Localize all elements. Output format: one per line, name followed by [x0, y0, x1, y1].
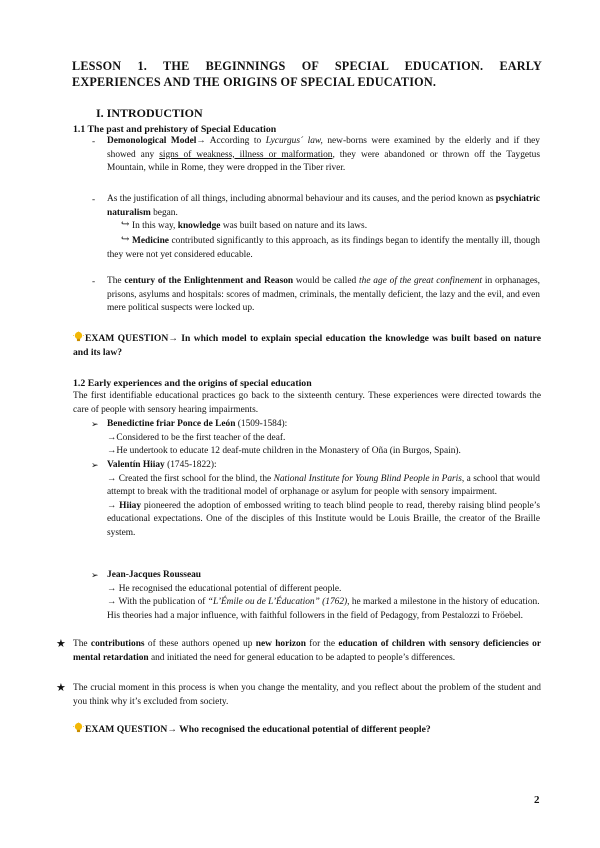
dash-bullet: - — [92, 195, 96, 205]
lesson-title — [72, 58, 542, 90]
paragraph-knowledge: In this way, knowledge was built based on nature and its laws. — [132, 221, 368, 231]
paragraph-enlightenment: The century of the Enlightenment and Reason would be called the age of the great confinement in orphanages, prisons, asylums and hospitals: scores of madmen, criminals, the mentally deficient, the lazy and the evil, and even mere political suspects were locked up. — [107, 276, 541, 314]
title-line-1: LESSON 1. THE BEGINNINGS OF SPECIAL EDUCATION. EARLY — [72, 59, 542, 73]
subsection-heading-1-2: 1.2 Early experiences and the origins of special education — [73, 378, 312, 389]
entry-rousseau: Jean-Jacques Rousseau → He recognised the educational potential of different people. → With the publication of “L’Émile ou de L’Éducation” (1762), he marked a milestone in the history of education. His theories had a major influence, with faithful followers in the field of Pedagogy, from Pestalozzi to Fröebel. — [107, 570, 540, 621]
subsection-heading-1-1: 1.1 The past and prehistory of Special Education — [73, 124, 277, 135]
hook-arrow-icon: ↪ — [121, 219, 130, 230]
title-line-2: EXPERIENCES AND THE ORIGINS OF SPECIAL EDUCATION. — [72, 75, 437, 89]
star-bullet: ★ — [56, 682, 66, 694]
entry-valentin-hauy: Valentín Hiiay (1745-1822): → Created the first school for the blind, the National Institute for Young Blind People in Paris, a school that would attempt to break with the traditional model of orphanage or asylum for people with sensory impairment. → Hiiay pioneered the adoption of embossed writing to teach blind people to read, thereby raising blind people’s educational expectations. One of the disciples of this Institute would be Louis Braille, the creator of the Braille system. — [107, 460, 541, 538]
exam-question-2: EXAM QUESTION→ Who recognised the educational potential of different people? — [73, 722, 541, 737]
section-heading-introduction: I. INTRODUCTION — [96, 106, 203, 120]
dash-bullet: - — [92, 277, 96, 287]
entry-ponce-de-leon: Benedictine friar Ponce de León (1509-1584): →Considered to be the first teacher of the deaf. →He undertook to educate 12 deaf-mute children in the Monastery of Oña (in Burgos, Spain). — [107, 419, 461, 457]
arrowhead-bullet: ➢ — [91, 419, 99, 429]
star-bullet: ★ — [56, 638, 66, 650]
page-number: 2 — [534, 794, 540, 806]
term-demonological-model: Demonological Model — [107, 136, 197, 146]
dash-bullet: - — [92, 137, 96, 147]
paragraph-early-experiences: The first identifiable educational practices go back to the sixteenth century. These experiences were directed towards the care of people with sensory hearing impairments. — [73, 391, 541, 415]
exam-question-1: EXAM QUESTION→ In which model to explain special education the knowledge was built based on nature and its law? — [73, 333, 541, 358]
arrowhead-bullet: ➢ — [91, 570, 99, 580]
hook-arrow-icon: ↪ — [121, 234, 130, 245]
lightbulb-icon — [73, 722, 84, 733]
arrowhead-bullet: ➢ — [91, 460, 99, 470]
paragraph-crucial-moment: The crucial moment in this process is when you change the mentality, and you reflect about the problem of the student and you think why it’s excluded from society. — [73, 683, 541, 707]
lightbulb-icon — [73, 331, 84, 342]
paragraph-medicine: Medicine contributed significantly to this approach, as its findings began to identify the mentally ill, though they were not yet considered educable. — [107, 236, 540, 260]
paragraph-psychiatric-naturalism: As the justification of all things, including abnormal behaviour and its causes, and the period known as psychiatric naturalism began. — [107, 194, 541, 218]
paragraph-contributions: The contributions of these authors opened up new horizon for the education of children with sensory deficiencies or mental retardation and initiated the need for general education to be adapted to people’s differences. — [73, 639, 542, 663]
paragraph-demonological-model: Demonological Model→ According to Lycurgus´ law, new-borns were examined by the elderly and if they showed any signs of weakness, illness or malformation, they were abandoned or thrown off the Taygetus Mountain, while in Rome, they were dropped in the Tiber river. — [107, 136, 540, 174]
